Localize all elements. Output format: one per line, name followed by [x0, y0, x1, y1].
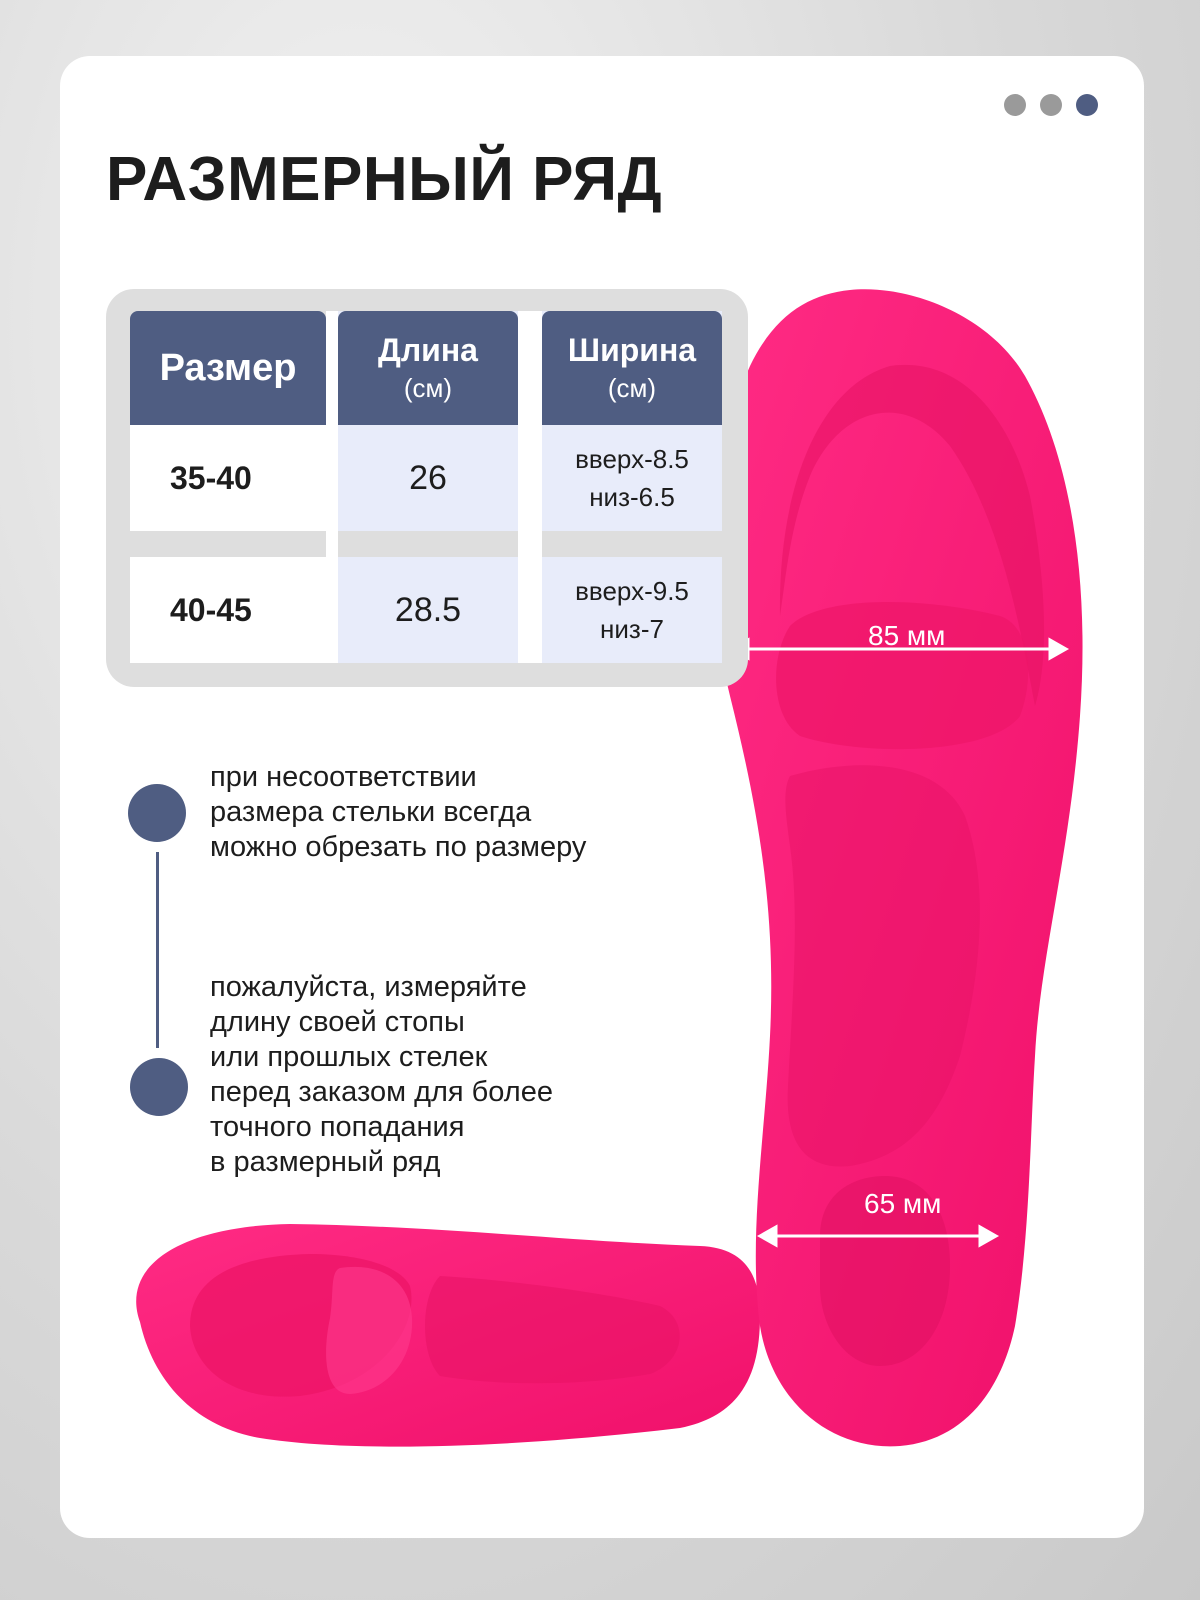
timeline-bullet: [130, 1058, 188, 1116]
heel-width-label: 65 мм: [864, 1188, 942, 1219]
table-cell-length: 28.5: [394, 590, 462, 629]
table-cell-width: вверх-9.5 низ-7: [575, 576, 689, 644]
forefoot-width-label: 85 мм: [868, 620, 946, 651]
timeline-bullet: [128, 784, 186, 842]
header-width: Ширина (см): [542, 311, 722, 425]
table-cell-size: 40-45: [170, 591, 252, 628]
table-cell-length: 26: [409, 458, 447, 497]
slide-dot-1[interactable]: [1004, 94, 1026, 116]
table-cell-size: 35-40: [170, 459, 252, 496]
slide-dot-3-active[interactable]: [1076, 94, 1098, 116]
size-chart-card: [60, 56, 1144, 1538]
row-separator: [130, 531, 722, 557]
header-length: Длина (см): [338, 311, 518, 425]
slide-dot-2[interactable]: [1040, 94, 1062, 116]
size-table: [106, 289, 748, 687]
timeline-line: [156, 852, 159, 1048]
note-trim: при несоответствии размера стельки всегда можно обрезать по размеру: [210, 761, 587, 863]
header-size: Размер: [130, 311, 326, 425]
note-measure: пожалуйста, измеряйте длину своей стопы или прошлых стелек перед заказом для более точного попадания в размерный ряд: [210, 971, 553, 1178]
table-cell-width: вверх-8.5 низ-6.5: [575, 444, 689, 512]
page-title: РАЗМЕРНЫЙ РЯД: [106, 145, 663, 214]
slide-indicator[interactable]: [1004, 94, 1098, 116]
